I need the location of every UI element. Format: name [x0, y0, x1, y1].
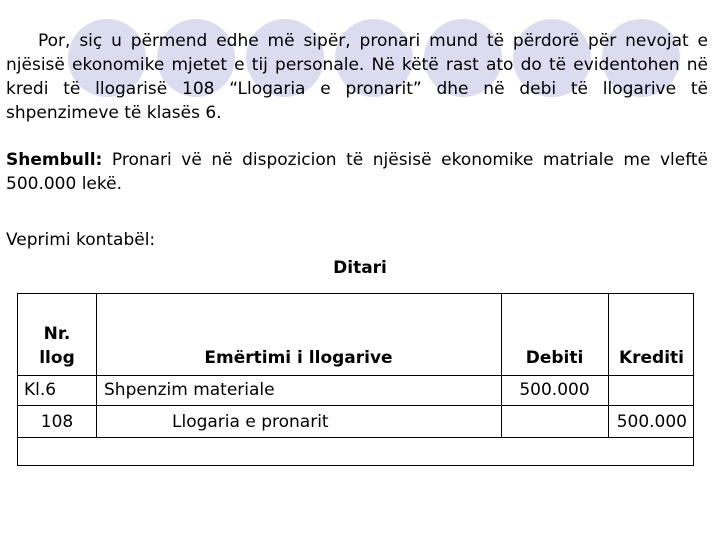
header-nr-line2: llog: [39, 348, 75, 368]
header-nr-line1: Nr.: [43, 324, 71, 344]
row2-account-number: 108: [40, 412, 74, 432]
row-divider: [18, 437, 693, 438]
row1-account-number: Kl.6: [24, 380, 57, 400]
row1-account-name: Shpenzim materiale: [104, 380, 275, 400]
example-paragraph: [6, 148, 708, 196]
row1-debit: 500.000: [519, 380, 590, 400]
header-debit: Debiti: [525, 348, 584, 368]
row2-account-name: Llogaria e pronarit: [172, 412, 329, 432]
header-account-name: Emërtimi i llogarive: [204, 348, 393, 368]
example-label: Shembull:: [6, 150, 103, 170]
ledger-table: [17, 293, 694, 466]
row2-credit: 500.000: [616, 412, 687, 432]
ledger-title: Ditari: [333, 258, 387, 278]
example-text: Pronari vë në dispozicion të njësisë ekonomike matriale me vleftë 500.000 lekë.: [6, 150, 709, 194]
entry-label: Veprimi kontabël:: [6, 230, 156, 250]
header-credit: Krediti: [618, 348, 685, 368]
row-divider: [18, 375, 693, 376]
row-divider: [18, 405, 693, 406]
intro-paragraph: Por, siç u përmend edhe më sipër, pronari mund të përdorë për nevojat e njësisë ekonomike mjetet e tij personale. Në këtë rast ato do të evidentohen në kredi të llogarisë 108 “Llogaria e pronarit” dhe në debi të llogarive të shpenzimeve të klasës 6.: [6, 31, 708, 123]
